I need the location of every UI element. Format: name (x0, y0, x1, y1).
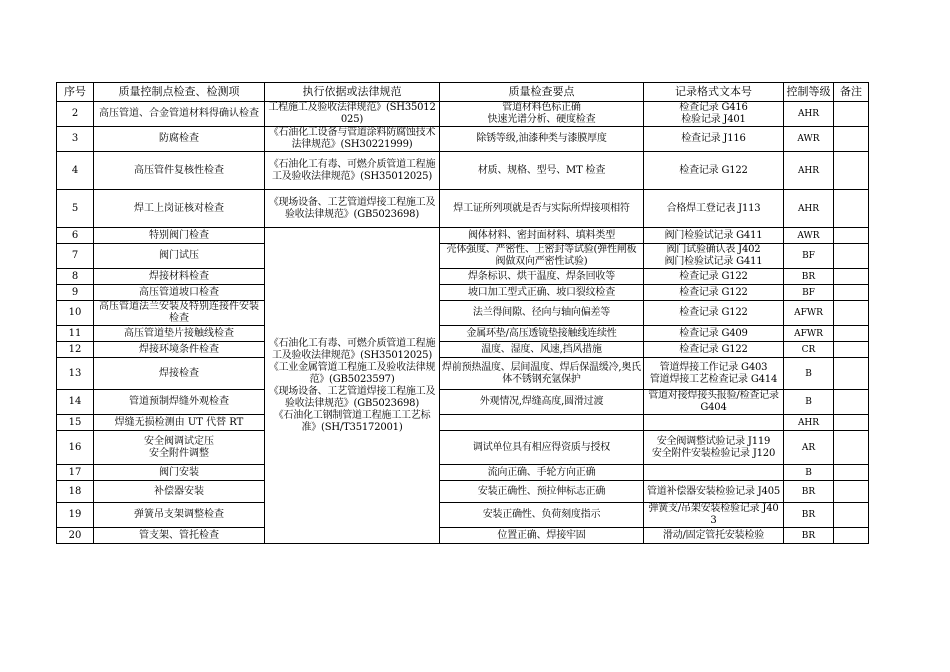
control-level: BR (784, 481, 834, 503)
table-row (57, 465, 869, 481)
header-row (57, 83, 869, 102)
table-row (57, 326, 869, 342)
inspection-item: 焊接材料检查 (94, 269, 265, 285)
record-format: 检查记录 G122 (644, 269, 784, 285)
row-number: 14 (57, 390, 94, 415)
remark (834, 431, 869, 465)
control-level: CR (784, 342, 834, 358)
control-level: BR (784, 503, 834, 528)
remark (834, 358, 869, 390)
record-format: 检查记录 G122 (644, 285, 784, 301)
table-row (57, 102, 869, 127)
control-level: B (784, 358, 834, 390)
remark (834, 503, 869, 528)
row-number: 20 (57, 528, 94, 544)
table-row (57, 503, 869, 528)
table-row (57, 152, 869, 190)
inspection-item: 补偿器安装 (94, 481, 265, 503)
row-number: 11 (57, 326, 94, 342)
inspection-item: 防腐检查 (94, 127, 265, 152)
control-level: AR (784, 431, 834, 465)
remark (834, 228, 869, 244)
table-row (57, 285, 869, 301)
row-number: 5 (57, 190, 94, 228)
row-number: 2 (57, 102, 94, 127)
inspection-points: 位置正确、焊接牢固 (440, 528, 644, 544)
record-format: 检查记录 G409 (644, 326, 784, 342)
row-number: 4 (57, 152, 94, 190)
inspection-item: 焊缝无损检测由 UT 代替 RT (94, 415, 265, 431)
header-level: 控制等级 (784, 83, 834, 102)
inspection-points: 焊工证所列项就是否与实际所焊接项相符 (440, 190, 644, 228)
remark (834, 102, 869, 127)
inspection-points: 壳体强度、严密性、上密封等试验(弹性闸板阀做双向严密性试验) (440, 244, 644, 269)
control-level: AFWR (784, 326, 834, 342)
inspection-item: 管支架、管托检查 (94, 528, 265, 544)
inspection-item: 焊接环境条件检查 (94, 342, 265, 358)
inspection-points: 调试单位具有相应得资质与授权 (440, 431, 644, 465)
row-number: 9 (57, 285, 94, 301)
inspection-item: 管道预制焊缝外观检查 (94, 390, 265, 415)
record-format: 安全阀调整试验记录 J119 安全附件安装检验记录 J120 (644, 431, 784, 465)
inspection-item: 阀门安装 (94, 465, 265, 481)
remark (834, 342, 869, 358)
header-no: 序号 (57, 83, 94, 102)
control-level: AHR (784, 415, 834, 431)
control-level: AHR (784, 190, 834, 228)
header-basis: 执行依据或法律规范 (265, 83, 440, 102)
inspection-points: 坡口加工型式正确、坡口裂纹检查 (440, 285, 644, 301)
remark (834, 285, 869, 301)
table-row (57, 358, 869, 390)
row-number: 18 (57, 481, 94, 503)
remark (834, 528, 869, 544)
row-number: 6 (57, 228, 94, 244)
remark (834, 127, 869, 152)
inspection-item: 特别阀门检查 (94, 228, 265, 244)
record-format (644, 415, 784, 431)
table-row (57, 342, 869, 358)
control-level: AWR (784, 127, 834, 152)
inspection-points: 管道材料色标正确 快速光谱分析、硬度检查 (440, 102, 644, 127)
table-row (57, 228, 869, 244)
inspection-points: 材质、规格、型号、MT 检查 (440, 152, 644, 190)
regulation-basis: 工程施工及验收法律规范》(SH35012025) (265, 102, 440, 127)
regulation-basis: 《石油化工有毒、可燃介质管道工程施工及验收法律规范》(SH35012025) (265, 152, 440, 190)
inspection-item: 阀门试压 (94, 244, 265, 269)
regulation-basis: 《现场设备、工艺管道焊接工程施工及验收法律规范》(GB5023698) (265, 190, 440, 228)
row-number: 19 (57, 503, 94, 528)
row-number: 16 (57, 431, 94, 465)
control-level: B (784, 390, 834, 415)
remark (834, 326, 869, 342)
control-level: AWR (784, 228, 834, 244)
record-format: 检查记录 G122 (644, 342, 784, 358)
record-format: 管道补偿器安装检验记录 J405 (644, 481, 784, 503)
inspection-item: 焊接检查 (94, 358, 265, 390)
inspection-item: 焊工上岗证核对检查 (94, 190, 265, 228)
control-level: AHR (784, 102, 834, 127)
inspection-points (440, 415, 644, 431)
table-row (57, 269, 869, 285)
remark (834, 190, 869, 228)
table-row (57, 190, 869, 228)
record-format: 弹簧支/吊架安装检验记录 J403 (644, 503, 784, 528)
header-item: 质量控制点检查、检测项 (94, 83, 265, 102)
header-record: 记录格式文本号 (644, 83, 784, 102)
inspection-item: 高压管道、合金管道材料得确认检查 (94, 102, 265, 127)
remark (834, 481, 869, 503)
table-row (57, 127, 869, 152)
table-row (57, 244, 869, 269)
record-format: 合格焊工登记表 J113 (644, 190, 784, 228)
table-row (57, 481, 869, 503)
inspection-item: 高压管件复核性检查 (94, 152, 265, 190)
row-number: 12 (57, 342, 94, 358)
control-level: AFWR (784, 301, 834, 326)
control-level: BR (784, 269, 834, 285)
inspection-item: 高压管道法兰安装及特别连接件安装检查 (94, 301, 265, 326)
record-format (644, 465, 784, 481)
table-row (57, 301, 869, 326)
inspection-points: 焊条标识、烘干温度、焊条回收等 (440, 269, 644, 285)
control-level: AHR (784, 152, 834, 190)
row-number: 10 (57, 301, 94, 326)
inspection-points: 安装正确性、预拉伸标志正确 (440, 481, 644, 503)
remark (834, 244, 869, 269)
row-number: 8 (57, 269, 94, 285)
record-format: 管道焊接工作记录 G403 管道焊接工艺检查记录 G414 (644, 358, 784, 390)
row-number: 17 (57, 465, 94, 481)
record-format: 阀门试验确认表 J402 阀门检验试记录 G411 (644, 244, 784, 269)
row-number: 13 (57, 358, 94, 390)
inspection-points: 焊前预热温度、层间温度、焊后保温缓冷,奥氏体不锈钢充氩保护 (440, 358, 644, 390)
record-format: 检查记录 G416 检验记录 J401 (644, 102, 784, 127)
inspection-points: 温度、湿度、风速,挡风措施 (440, 342, 644, 358)
remark (834, 415, 869, 431)
table-row (57, 390, 869, 415)
record-format: 检查记录 G122 (644, 152, 784, 190)
inspection-points: 流向正确、手轮方向正确 (440, 465, 644, 481)
table-row (57, 415, 869, 431)
table-row (57, 528, 869, 544)
inspection-item: 高压管道坡口检查 (94, 285, 265, 301)
inspection-points: 阀体材料、密封面材料、填料类型 (440, 228, 644, 244)
row-number: 15 (57, 415, 94, 431)
quality-control-table (56, 82, 869, 544)
control-level: B (784, 465, 834, 481)
control-level: BR (784, 528, 834, 544)
inspection-item: 高压管道垫片接触线检查 (94, 326, 265, 342)
inspection-points: 金属环垫/高压透镜垫接触线连续性 (440, 326, 644, 342)
header-points: 质量检查要点 (440, 83, 644, 102)
remark (834, 465, 869, 481)
remark (834, 301, 869, 326)
inspection-points: 外观情况,焊缝高度,圆滑过渡 (440, 390, 644, 415)
regulation-basis-merged: 《石油化工有毒、可燃介质管道工程施工及验收法律规范》(SH35012025) 《工业金属管道工程施工及验收法律规范》(GB5023597) 《现场设备、工艺管道焊接工程施工及验收法律规范》(GB5023698) 《石油化工钢制管道工程施工工艺标准》(SH/T35172001) (265, 228, 440, 544)
record-format: 检查记录 J116 (644, 127, 784, 152)
record-format: 阀门检验试记录 G411 (644, 228, 784, 244)
record-format: 检查记录 G122 (644, 301, 784, 326)
control-level: BF (784, 285, 834, 301)
row-number: 3 (57, 127, 94, 152)
remark (834, 269, 869, 285)
record-format: 滑动/固定管托安装检验 (644, 528, 784, 544)
inspection-points: 除锈等级,油漆种类与漆膜厚度 (440, 127, 644, 152)
record-format: 管道对接焊接头报验/检查记录 G404 (644, 390, 784, 415)
table-row (57, 431, 869, 465)
inspection-item: 安全阀调试定压 安全附件调整 (94, 431, 265, 465)
inspection-item: 弹簧吊支架调整检查 (94, 503, 265, 528)
header-note: 备注 (834, 83, 869, 102)
remark (834, 390, 869, 415)
inspection-points: 安装正确性、负荷刻度指示 (440, 503, 644, 528)
regulation-basis: 《石油化工设备与管道涂料防腐蚀技术法律规范》(SH30221999) (265, 127, 440, 152)
row-number: 7 (57, 244, 94, 269)
control-level: BF (784, 244, 834, 269)
inspection-points: 法兰得间隙、径向与轴向偏差等 (440, 301, 644, 326)
remark (834, 152, 869, 190)
